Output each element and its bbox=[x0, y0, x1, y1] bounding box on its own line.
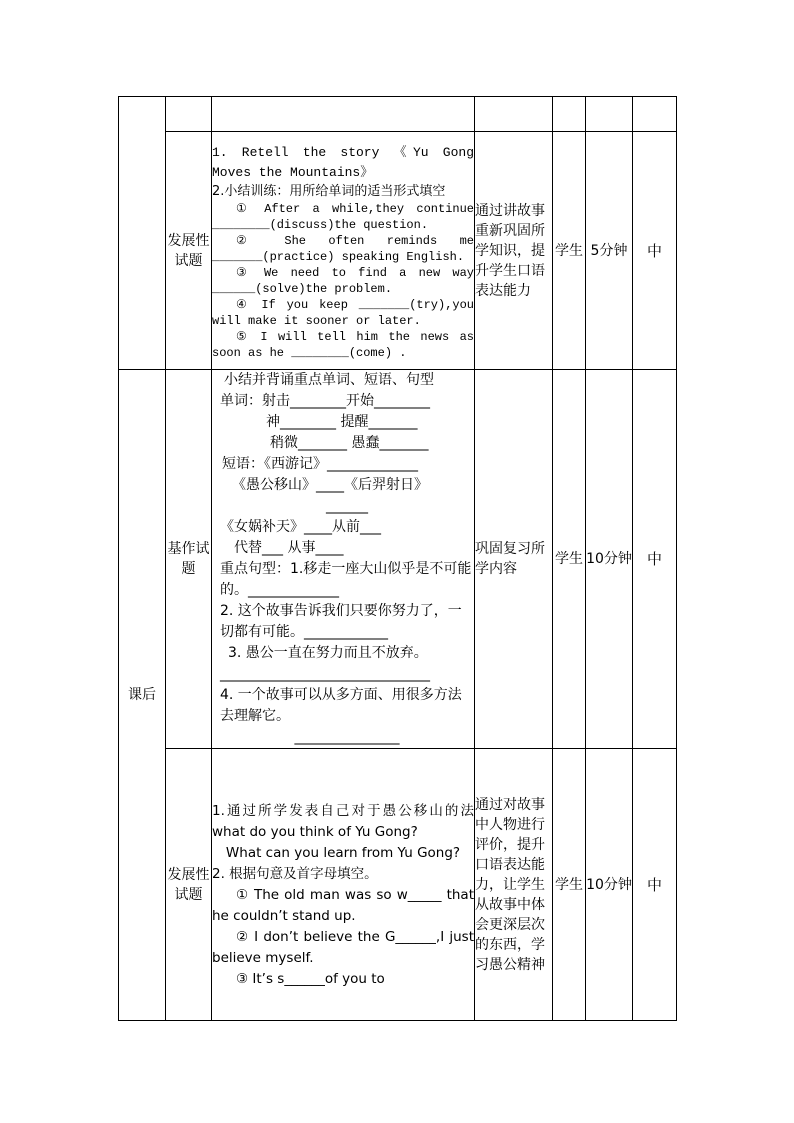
stage-label: 课后 bbox=[119, 370, 166, 1021]
question-type: 发展性试题 bbox=[166, 749, 212, 1021]
words-line: 神________ 提醒_______ bbox=[266, 414, 418, 430]
question-type: 发展性试题 bbox=[166, 132, 212, 370]
empty-cell bbox=[633, 97, 677, 132]
discussion-question: 1.通过所学发表自己对于愚公移山的法 what do you think of Yu Gong? bbox=[212, 803, 474, 840]
exercise-item: ② I don’t believe the G______,I just believe myself. bbox=[212, 929, 474, 966]
empty-cell bbox=[166, 97, 212, 132]
sentence-item: 2. 这个故事告诉我们只要你努力了，一切都有可能。____________ bbox=[220, 603, 462, 640]
teaching-goal: 通过讲故事重新巩固所学知识，提升学生口语表达能力 bbox=[475, 132, 553, 370]
exercise-item: ④ If you keep _______(try),you will make it sooner or later. bbox=[212, 297, 474, 328]
table-row bbox=[119, 132, 677, 370]
sentence-item: 3. 愚公一直在努力而且不放弃。 bbox=[228, 645, 428, 661]
empty-cell bbox=[212, 97, 475, 132]
practice-heading: 2.小结训练：用所给单词的适当形式填空 bbox=[212, 183, 446, 199]
table-row bbox=[119, 749, 677, 1021]
exercise-item: ③ We need to find a new way ______(solve)the problem. bbox=[212, 265, 474, 296]
category-cell-top bbox=[119, 97, 166, 370]
content-cell bbox=[212, 132, 475, 370]
table-row bbox=[119, 370, 677, 749]
duration: 10分钟 bbox=[586, 370, 633, 749]
phrases-line: ______ bbox=[326, 498, 368, 514]
table-row-top bbox=[119, 97, 677, 132]
exercise-item: ① The old man was so w_____ that he couldn’t stand up. bbox=[212, 887, 474, 924]
phrases-line: 《愚公移山》____《后羿射日》 bbox=[232, 477, 428, 493]
content-cell bbox=[212, 370, 475, 749]
lesson-plan-table bbox=[118, 96, 677, 1021]
teaching-goal: 通过对故事中人物进行评价，提升口语表达能力，让学生从故事中体会更深层次的东西，学习愚公精神 bbox=[475, 749, 553, 1021]
difficulty-level: 中 bbox=[633, 132, 677, 370]
duration: 10分钟 bbox=[586, 749, 633, 1021]
exercise-item: ② She often reminds me _______(practice) speaking English. bbox=[212, 233, 474, 264]
participant: 学生 bbox=[553, 132, 586, 370]
phrases-line: 《女娲补天》____从前___ bbox=[220, 519, 381, 535]
words-line: 稍微_______ 愚蠢_______ bbox=[270, 435, 429, 451]
content-cell bbox=[212, 749, 475, 1021]
participant: 学生 bbox=[553, 749, 586, 1021]
retell-task: 1. Retell the story 《Yu Gong Moves the Mountains》 bbox=[212, 144, 474, 180]
difficulty-level: 中 bbox=[633, 370, 677, 749]
exercise-item: ① After a while,they continue ________(discuss)the question. bbox=[212, 201, 474, 232]
words-line: 单词：射击________开始________ bbox=[220, 393, 430, 409]
teaching-goal: 巩固复习所学内容 bbox=[475, 370, 553, 749]
sentence-item: 4. 一个故事可以从多方面、用很多方法去理解它。 bbox=[220, 687, 462, 724]
answer-line: ______________________________ bbox=[220, 666, 430, 682]
difficulty-level: 中 bbox=[633, 749, 677, 1021]
exercise-item: ③ It’s s______of you to bbox=[236, 971, 385, 987]
fill-blank-heading: 2. 根据句意及首字母填空。 bbox=[212, 866, 378, 882]
empty-cell bbox=[475, 97, 553, 132]
discussion-question: What can you learn from Yu Gong? bbox=[225, 845, 461, 861]
question-type: 基作试题 bbox=[166, 370, 212, 749]
participant: 学生 bbox=[553, 370, 586, 749]
answer-line: _______________ bbox=[294, 729, 400, 745]
sentence-item: 重点句型：1.移走一座大山似乎是不可能的。_____________ bbox=[220, 561, 472, 598]
empty-cell bbox=[553, 97, 586, 132]
phrases-line: 短语：《西游记》_____________ bbox=[222, 456, 418, 472]
duration: 5分钟 bbox=[586, 132, 633, 370]
summary-heading: 小结并背诵重点单词、短语、句型 bbox=[224, 372, 434, 388]
empty-cell bbox=[586, 97, 633, 132]
phrases-line: 代替___ 从事____ bbox=[234, 540, 344, 556]
exercise-item: ⑤ I will tell him the news as soon as he ________(come) . bbox=[212, 329, 474, 360]
